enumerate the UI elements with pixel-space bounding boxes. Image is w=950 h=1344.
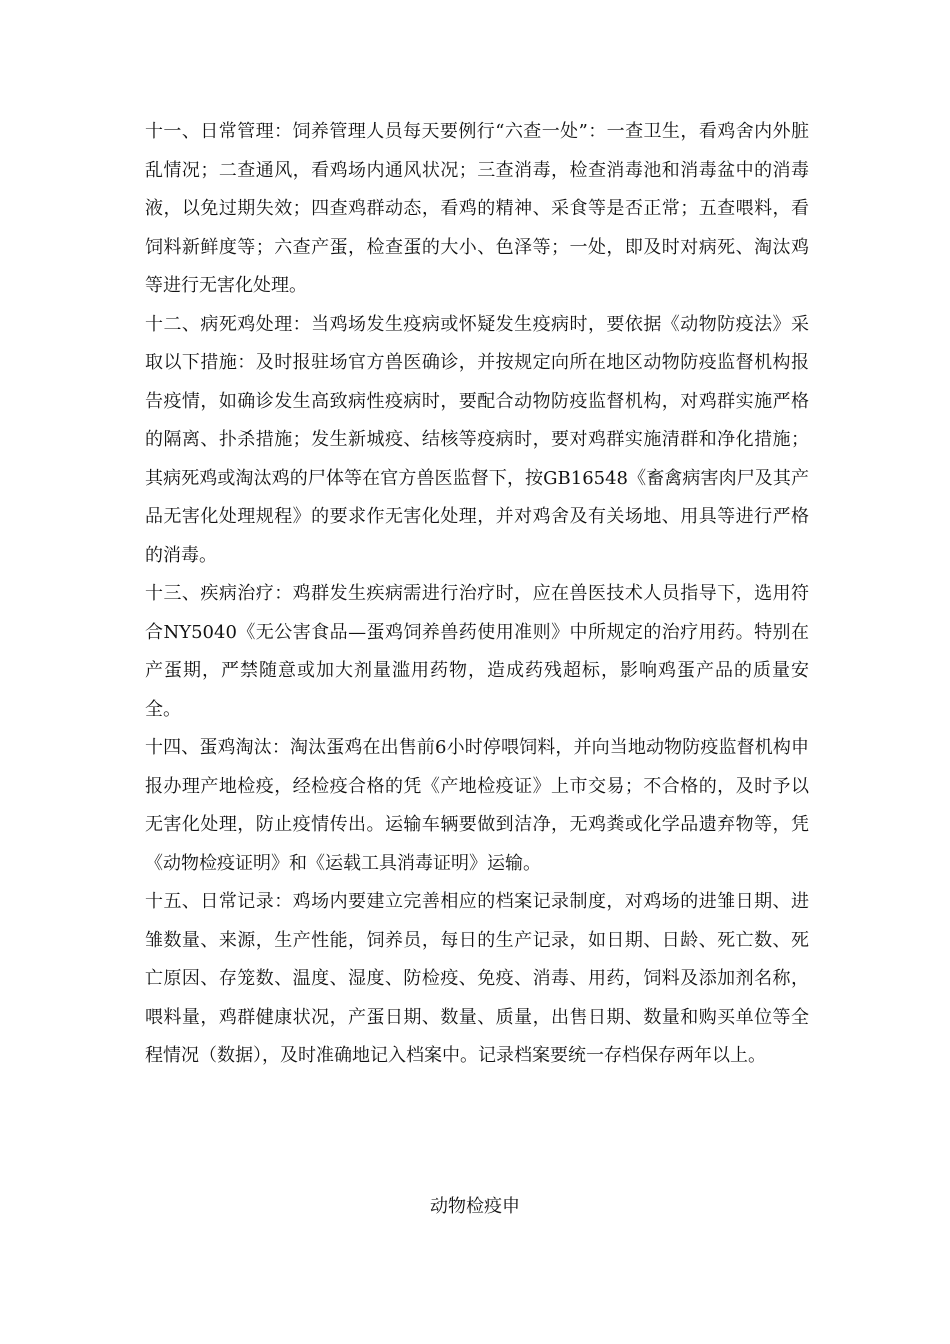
section-paragraph-11: 十一、日常管理：饲养管理人员每天要例行“六查一处”：一查卫生，看鸡舍内外脏乱情况；二查通风，看鸡场内通风状况；三查消毒，检查消毒池和消毒盆中的消毒液，以免过期失效；四查鸡群动态，看鸡的精神、采食等是否正常；五查喂料，看饲料新鲜度等；六查产蛋，检查蛋的大小、色泽等；一处，即及时对病死、淘汰鸡等进行无害化处理。: [145, 121, 809, 296]
document-body: [145, 113, 809, 1076]
section-paragraph-13: 十三、疾病治疗：鸡群发生疾病需进行治疗时，应在兽医技术人员指导下，选用符合NY5040《无公害食品—蛋鸡饲养兽药使用准则》中所规定的治疗用药。特别在产蛋期，严禁随意或加大剂量滥用药物，造成药残超标，影响鸡蛋产品的质量安全。: [145, 583, 809, 720]
section-paragraph-14: 十四、蛋鸡淘汰：淘汰蛋鸡在出售前6小时停喂饲料，并向当地动物防疫监督机构申报办理产地检疫，经检疫合格的凭《产地检疫证》上市交易；不合格的，及时予以无害化处理，防止疫情传出。运输车辆要做到洁净，无鸡粪或化学品遗弃物等，凭《动物检疫证明》和《运载工具消毒证明》运输。: [145, 737, 809, 874]
next-document-title: 动物检疫申: [430, 1196, 520, 1217]
section-paragraph-15: 十五、日常记录：鸡场内要建立完善相应的档案记录制度，对鸡场的进雏日期、进雏数量、来源，生产性能，饲养员，每日的生产记录，如日期、日龄、死亡数、死亡原因、存笼数、温度、湿度、防检疫、免疫、消毒、用药，饲料及添加剂名称，喂料量，鸡群健康状况，产蛋日期、数量、质量，出售日期、数量和购买单位等全程情况（数据），及时准确地记入档案中。记录档案要统一存档保存两年以上。: [145, 891, 809, 1066]
section-paragraph-12: 十二、病死鸡处理：当鸡场发生疫病或怀疑发生疫病时，要依据《动物防疫法》采取以下措施：及时报驻场官方兽医确诊，并按规定向所在地区动物防疫监督机构报告疫情，如确诊发生高致病性疫病时，要配合动物防疫监督机构，对鸡群实施严格的隔离、扑杀措施；发生新城疫、结核等疫病时，要对鸡群实施清群和净化措施；其病死鸡或淘汰鸡的尸体等在官方兽医监督下，按GB16548《畜禽病害肉尸及其产品无害化处理规程》的要求作无害化处理，并对鸡舍及有关场地、用具等进行严格的消毒。: [145, 313, 809, 566]
